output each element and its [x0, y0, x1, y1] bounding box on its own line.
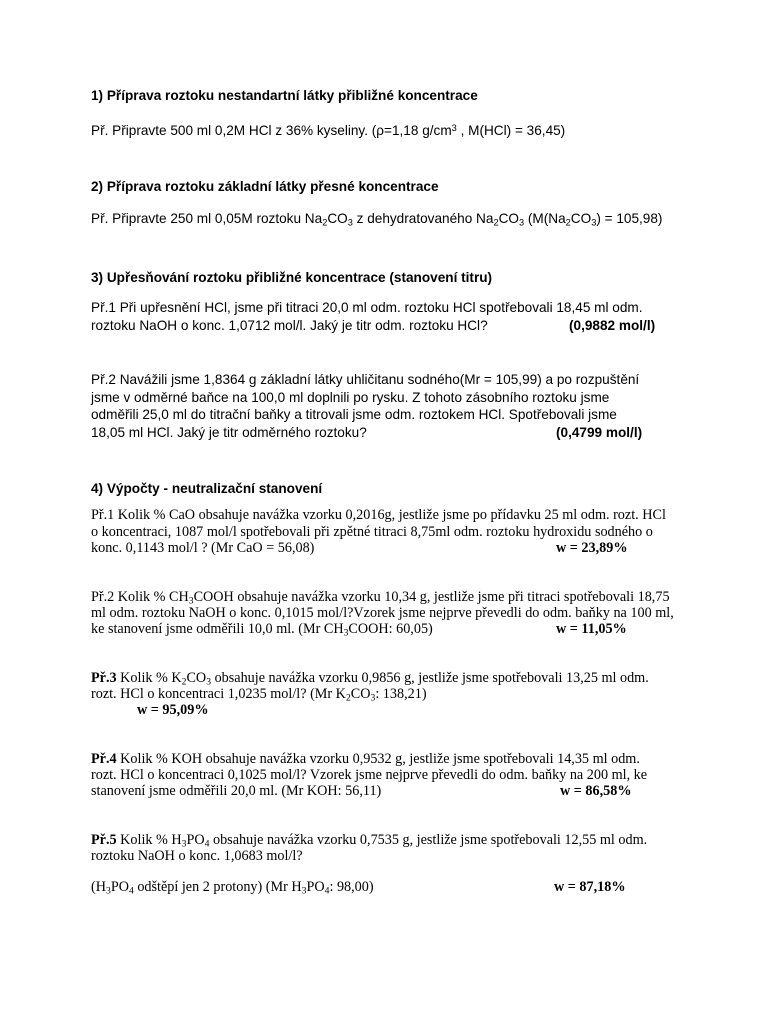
subscript: 2 — [345, 692, 351, 704]
section-3-ex2-line3: odměřili 25,0 ml do titrační baňky a titrovali jsme odm. roztokem HCl. Spotřebovali jsme — [91, 407, 617, 422]
text: PO — [186, 832, 205, 848]
subscript: 4 — [324, 885, 330, 897]
section-2-example — [91, 212, 662, 226]
section-4-ex1-answer: w = 23,89% — [556, 540, 628, 556]
section-3-ex1-line2: roztoku NaOH o konc. 1,0712 mol/l. Jaký je titr odm. roztoku HCl? — [91, 318, 488, 333]
subscript: 3 — [301, 885, 307, 897]
subscript: 2 — [493, 217, 499, 228]
text: CO — [186, 670, 207, 686]
section-1-heading: 1) Příprava roztoku nestandartní látky přibližné koncentrace — [91, 88, 478, 103]
text: (M(Na — [524, 211, 566, 226]
section-4-ex2-line1 — [91, 589, 670, 607]
subscript: 3 — [518, 217, 525, 228]
section-4-ex1-line1: Př.1 Kolik % CaO obsahuje navážka vzorku 0,2016g, jestliže jsme po přídavku 25 ml odm. rozt. HCl — [91, 507, 666, 523]
subscript: 2 — [181, 676, 187, 688]
text: CO — [498, 211, 519, 226]
subscript: 3 — [181, 838, 187, 850]
subscript: 3 — [188, 595, 194, 607]
subscript: 3 — [343, 627, 349, 639]
text: odštěpí jen 2 protony) (Mr H — [133, 879, 302, 895]
text: z dehydratovaného Na — [352, 211, 494, 226]
example-label: Př.5 — [91, 832, 117, 848]
section-3-ex2-line4: 18,05 ml HCl. Jaký je titr odměrného roztoku? — [91, 425, 367, 440]
text: PO — [306, 879, 325, 895]
section-4-ex4-line2: rozt. HCl o koncentraci 0,1025 mol/l? Vzorek jsme nejprve převedli do odm. baňky na 200 ml, ke — [91, 767, 648, 783]
text: CO — [570, 211, 592, 226]
section-4-ex4-line1 — [91, 752, 640, 766]
text: PO — [110, 879, 129, 895]
section-1-example — [91, 124, 565, 138]
section-4-ex3-answer: w = 95,09% — [137, 702, 209, 718]
section-4-ex2-line3 — [91, 621, 433, 639]
subscript: 3 — [105, 885, 111, 897]
text: COOH: 60,05) — [348, 621, 433, 637]
subscript: 4 — [204, 838, 210, 850]
text: Př.2 Kolik % CH — [91, 589, 189, 605]
text: Př. Připravte 500 ml 0,2M HCl z 36% kyseliny. (ρ=1,18 g/cm — [91, 123, 452, 138]
section-4-ex1-line2: o koncentraci, 1087 mol/l spotřebovali při zpětné titraci 8,75ml odm. roztoku hydroxidu sodného o — [91, 524, 653, 540]
section-4-ex4-line3: stanovení jsme odměřili 20,0 ml. (Mr KOH: 56,11) — [91, 783, 382, 799]
text: (H — [91, 879, 106, 895]
text: Kolik % KOH obsahuje navážka vzorku 0,9532 g, jestliže jsme spotřebovali 14,35 ml odm. — [116, 751, 640, 767]
subscript: 3 — [591, 217, 597, 228]
section-3-ex2-answer: (0,4799 mol/l) — [556, 425, 643, 440]
text: Kolik % H — [116, 832, 182, 848]
section-4-ex1-line3: konc. 0,1143 mol/l ? (Mr CaO = 56,08) — [91, 540, 315, 556]
section-4-ex3-line1 — [91, 670, 649, 688]
example-label: Př.3 — [91, 670, 117, 686]
text: obsahuje navážka vzorku 0,7535 g, jestliže jsme spotřebovali 12,55 ml odm. — [209, 832, 648, 848]
section-4-ex2-line2: ml odm. roztoku NaOH o konc. 0,1015 mol/l?Vzorek jsme nejprve převedli do odm. baňky na 100 ml, — [91, 605, 674, 621]
text: CO — [327, 211, 348, 226]
subscript: 3 — [347, 217, 353, 228]
text: rozt. HCl o koncentraci 1,0235 mol/l? (Mr K — [91, 686, 346, 702]
text: Kolik % K — [116, 670, 182, 686]
subscript: 3 — [370, 692, 376, 704]
text: obsahuje navážka vzorku 0,9856 g, jestliže jsme spotřebovali 13,25 ml odm. — [211, 670, 649, 686]
superscript: 3 — [451, 122, 457, 133]
section-3-ex1-line1: Př.1 Při upřesnění HCl, jsme při titraci 20,0 ml odm. roztoku HCl spotřebovali 18,45 ml odm. — [91, 300, 643, 315]
text: ) = 105,98) — [596, 211, 663, 226]
section-4-ex3-line2 — [91, 686, 427, 704]
text: Př. Připravte 250 ml 0,05M roztoku Na — [91, 211, 323, 226]
section-3-ex2-line1: Př.2 Navážili jsme 1,8364 g základní látky uhličitanu sodného(Mr = 105,99) a po rozpuštění — [91, 372, 640, 387]
section-3-ex2-line2: jsme v odměrné baňce na 100,0 ml doplnili po rysku. Z tohoto zásobního roztoku jsme — [91, 390, 610, 405]
text: ke stanovení jsme odměřili 10,0 ml. (Mr CH — [91, 621, 344, 637]
section-3-ex1-answer: (0,9882 mol/l) — [569, 318, 656, 333]
subscript: 4 — [128, 885, 134, 897]
subscript: 2 — [322, 217, 328, 228]
section-3-heading: 3) Upřesňování roztoku přibližné koncentrace (stanovení titru) — [91, 270, 493, 285]
text: : 138,21) — [375, 686, 427, 702]
example-label: Př.4 — [91, 751, 117, 767]
text: CO — [350, 686, 371, 702]
section-4-ex5-line1 — [91, 832, 648, 850]
section-4-ex5-answer: w = 87,18% — [554, 879, 626, 895]
subscript: 2 — [565, 217, 571, 228]
subscript: 3 — [206, 676, 212, 688]
text: : 98,00) — [329, 879, 374, 895]
section-4-ex5-line3 — [91, 879, 374, 897]
text: , M(HCl) = 36,45) — [456, 123, 566, 138]
text: COOH obsahuje navážka vzorku 10,34 g, jestliže jsme při titraci spotřebovali 18,75 — [193, 589, 670, 605]
section-4-ex2-answer: w = 11,05% — [556, 621, 627, 637]
section-2-heading: 2) Příprava roztoku základní látky přesné koncentrace — [91, 179, 439, 194]
section-4-ex5-line2: roztoku NaOH o konc. 1,0683 mol/l? — [91, 848, 303, 864]
section-4-ex4-answer: w = 86,58% — [560, 783, 632, 799]
section-4-heading: 4) Výpočty - neutralizační stanovení — [91, 481, 323, 496]
